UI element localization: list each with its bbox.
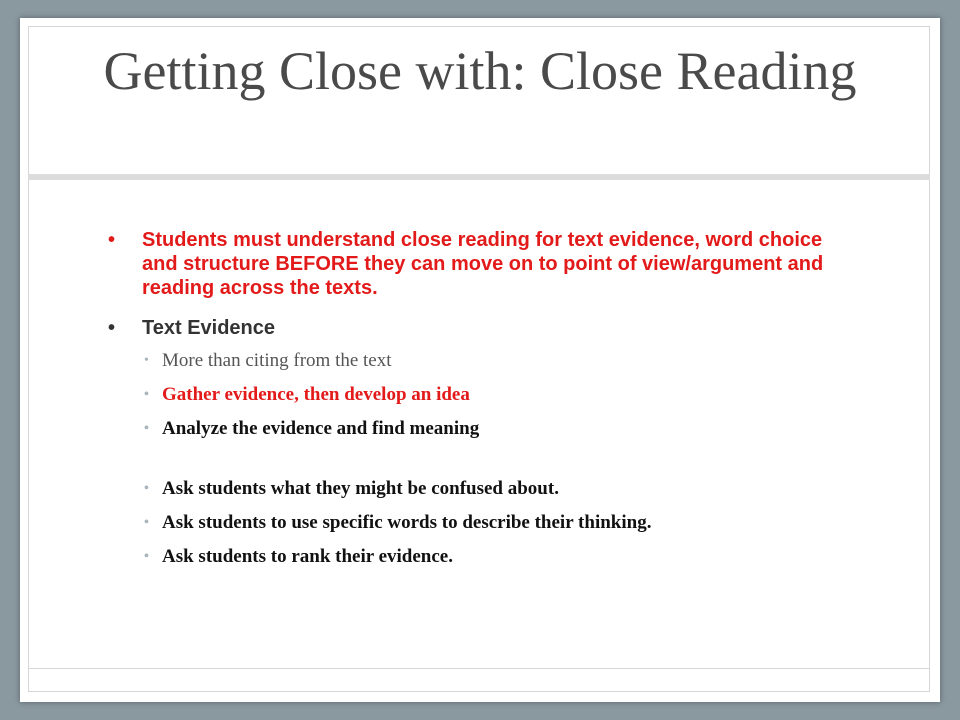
sub-bullet-6-text: Ask students to rank their evidence. — [162, 546, 453, 567]
bullet-main-1 — [104, 228, 844, 300]
sub-bullet-1-text: More than citing from the text — [162, 350, 392, 371]
bullet-main-1-text: Students must understand close reading for text evidence, word choice and structure BEFORE they can move on to point of view/argument and reading across the texts. — [142, 229, 824, 299]
bullet-dot: • — [108, 317, 116, 339]
sub-bullet-2 — [104, 382, 844, 408]
sub-bullet-1 — [104, 348, 844, 374]
sub-bullet-dot: • — [144, 387, 149, 402]
sub-bullet-3-text: Analyze the evidence and find meaning — [162, 418, 480, 439]
title-divider — [28, 174, 930, 180]
sub-bullet-dot: • — [144, 353, 149, 368]
sub-bullet-6 — [104, 544, 844, 570]
sub-bullet-dot: • — [144, 515, 149, 530]
sub-bullet-5-text: Ask students to use specific words to describe their thinking. — [162, 512, 652, 533]
sub-bullet-dot: • — [144, 481, 149, 496]
slide-panel — [20, 18, 940, 702]
slide-title: Getting Close with: Close Reading — [103, 41, 857, 101]
footer-divider — [28, 668, 930, 669]
bullet-main-2-text: Text Evidence — [142, 317, 276, 339]
bullet-dot: • — [108, 229, 116, 251]
sub-bullet-dot: • — [144, 549, 149, 564]
sub-bullet-5 — [104, 510, 844, 536]
slide-content — [104, 228, 844, 570]
sub-bullet-3 — [104, 416, 844, 442]
bullet-main-2 — [104, 316, 844, 340]
sub-bullet-dot: • — [144, 421, 149, 436]
sub-bullet-2-text: Gather evidence, then develop an idea — [162, 384, 470, 405]
sub-bullet-4-text: Ask students what they might be confused about. — [162, 478, 559, 499]
sub-bullet-4 — [104, 476, 844, 502]
